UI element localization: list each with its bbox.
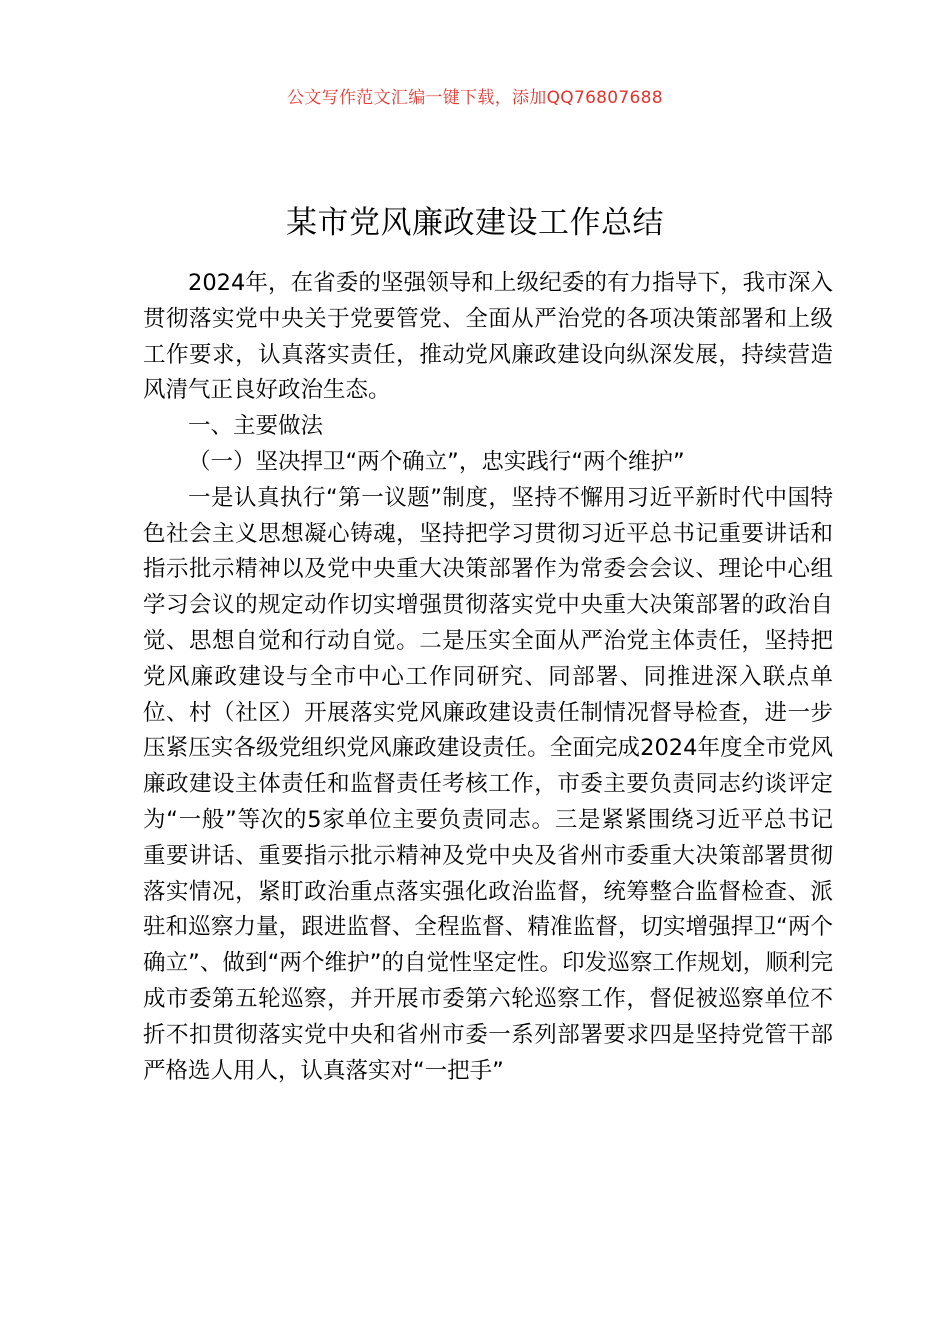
promo-header-text: 公文写作范文汇编一键下载，添加QQ76807688 — [287, 88, 663, 108]
subsection-heading: （一）坚决捍卫“两个确立”，忠实践行“两个维护” — [188, 448, 685, 475]
document-title: 某市党风廉政建设工作总结 — [286, 204, 664, 241]
body-paragraph: 一是认真执行“第一议题”制度，坚持不懈用习近平新时代中国特色社会主义思想凝心铸魂，坚持把学习贯彻习近平总书记重要讲话和指示批示精神以及党中央重大决策部署作为常委会会议、理论中心组学习会议的规定动作切实增强贯彻落实党中央重大决策部署的政治自觉、思想自觉和行动自觉。二是压实全面从严治党主体责任，坚持把党风廉政建设与全市中心工作同研究、同部署、同推进深入联点单位、村（社区）开展落实党风廉政建设责任制情况督导检查，进一步压紧压实各级党组织党风廉政建设责任。全面完成2024年度全市党风廉政建设主体责任和监督责任考核工作，市委主要负责同志约谈评定为“一般”等次的5家单位主要负责同志。三是紧紧围绕习近平总书记重要讲话、重要指示批示精神及党中央及省州市委重大决策部署贯彻落实情况，紧盯政治重点落实强化政治监督，统筹整合监督检查、派驻和巡察力量，跟进监督、全程监督、精准监督，切实增强捍卫“两个确立”、做到“两个维护”的自觉性坚定性。印发巡察工作规划，顺利完成市委第五轮巡察，并开展市委第六轮巡察工作，督促被巡察单位不折不扣贯彻落实党中央和省州市委一系列部署要求四是坚持党管干部严格选人用人，认真落实对“一把手” — [143, 484, 833, 1084]
section-heading: 一、主要做法 — [188, 413, 324, 440]
intro-paragraph: 2024年，在省委的坚强领导和上级纪委的有力指导下，我市深入贯彻落实党中央关于党要管党、全面从严治党的各项决策部署和上级工作要求，认真落实责任，推动党风廉政建设向纵深发展，持续营造风清气正良好政治生态。 — [143, 270, 833, 404]
document-body — [143, 266, 833, 1089]
